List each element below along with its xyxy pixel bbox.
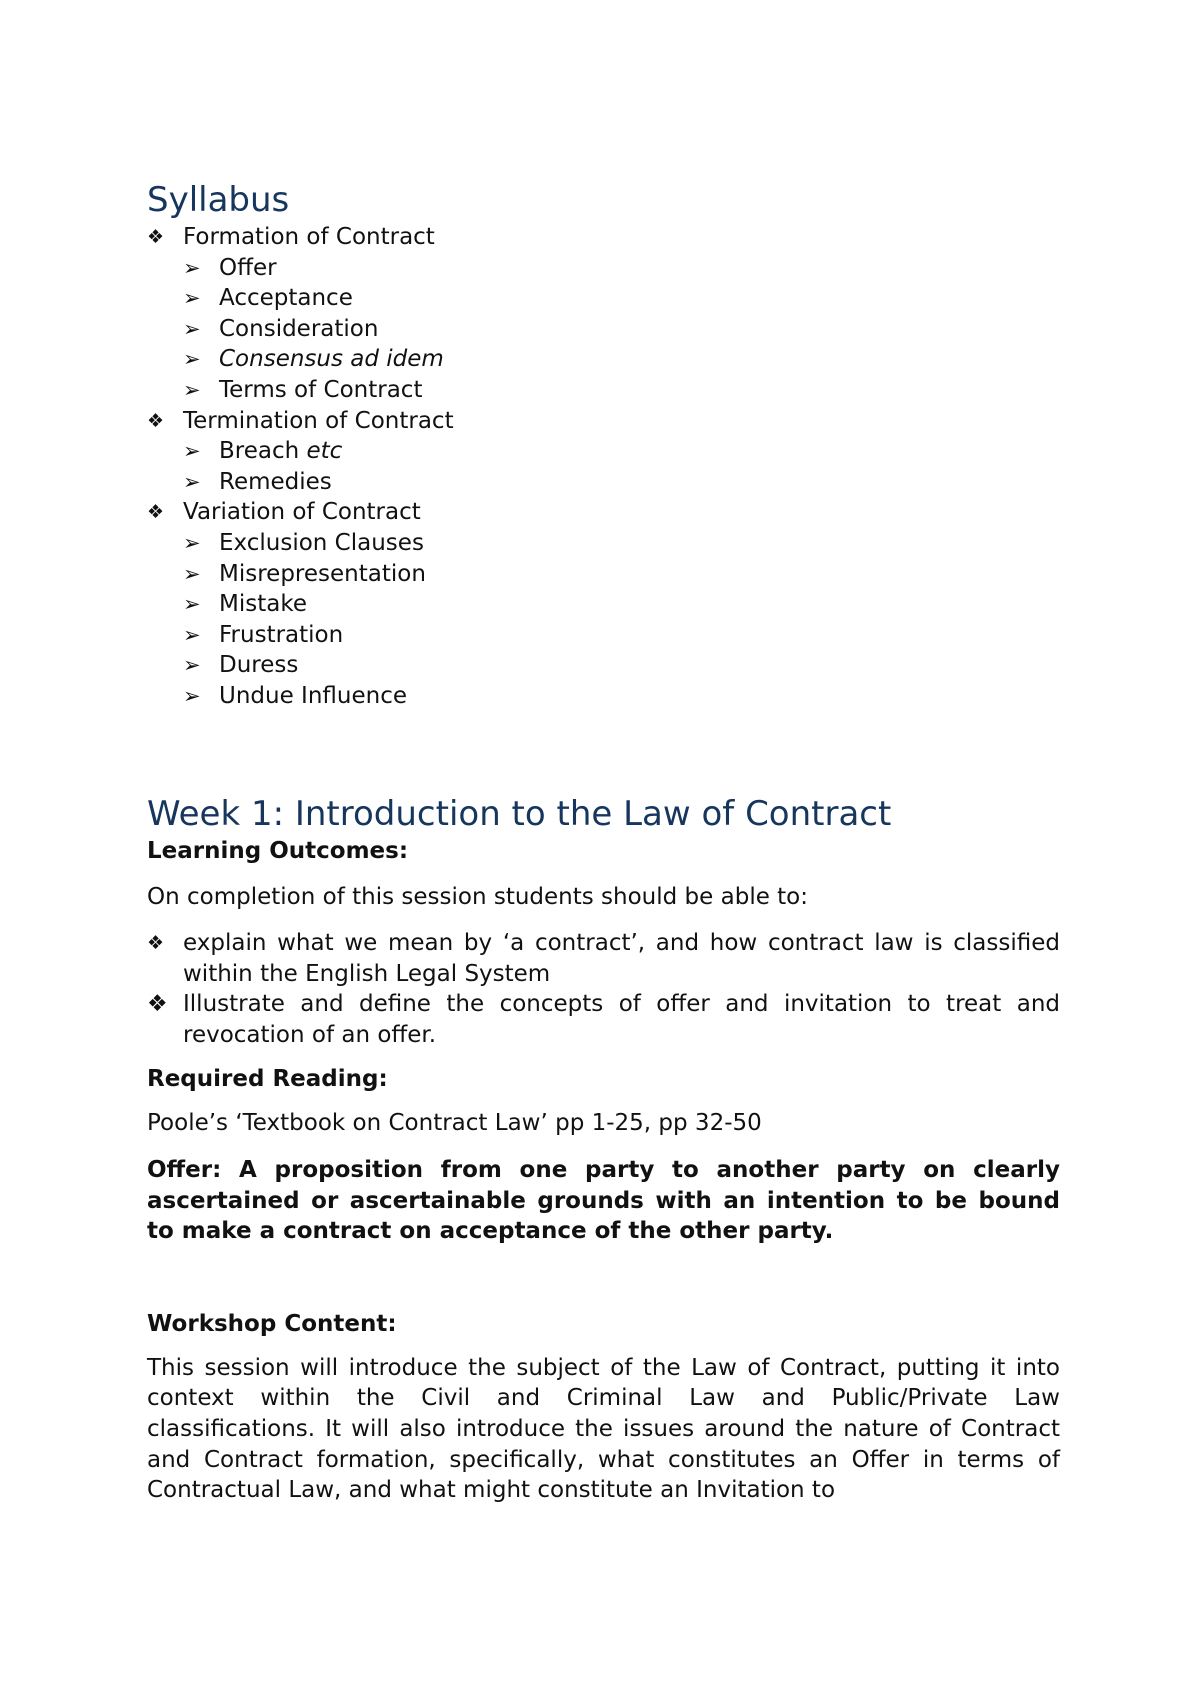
syllabus-item — [147, 436, 1060, 467]
outcome-text: Illustrate and define the concepts of offer and invitation to treat and revocation of an offer. — [183, 991, 1060, 1048]
arrowhead-bullet-icon: ➢ — [183, 561, 201, 586]
section-spacer — [147, 712, 1060, 792]
item-label: Offer — [219, 254, 277, 281]
item-label: Remedies — [219, 468, 332, 495]
item-label: Consensus ad idem — [219, 346, 444, 373]
syllabus-item — [147, 620, 1060, 651]
item-label: Breach — [219, 438, 307, 465]
syllabus-item — [147, 375, 1060, 406]
section-label: Termination of Contract — [183, 407, 454, 434]
syllabus-item — [147, 283, 1060, 314]
item-label: Frustration — [219, 621, 344, 648]
diamond-bullet-icon: ❖ — [147, 501, 165, 524]
arrowhead-bullet-icon: ➢ — [183, 286, 201, 311]
required-reading-text: Poole’s ‘Textbook on Contract Law’ pp 1-25, pp 32-50 — [147, 1110, 762, 1137]
syllabus-item — [147, 253, 1060, 284]
spacer — [147, 1139, 1060, 1155]
syllabus-item — [147, 344, 1060, 375]
syllabus-item — [147, 528, 1060, 559]
arrowhead-bullet-icon: ➢ — [183, 530, 201, 555]
arrowhead-bullet-icon: ➢ — [183, 255, 201, 280]
diamond-bullet-icon: ❖ — [147, 226, 165, 248]
syllabus-item — [147, 650, 1060, 681]
syllabus-item — [147, 559, 1060, 590]
arrowhead-bullet-icon: ➢ — [183, 316, 201, 341]
item-label: Terms of Contract — [219, 376, 423, 403]
outcomes-intro: On completion of this session students should be able to: — [147, 883, 809, 910]
workshop-content-label: Workshop Content: — [147, 1310, 397, 1337]
syllabus-section — [147, 497, 1060, 528]
syllabus-list — [147, 222, 1060, 712]
learning-outcomes-label: Learning Outcomes: — [147, 837, 409, 864]
offer-definition: Offer: A proposition from one party to another party on clearly ascertained or ascertainable grounds with an intention to be bound to make a contract on acceptance of the other party. — [147, 1157, 1060, 1245]
section-label: Formation of Contract — [183, 224, 435, 250]
spacer — [147, 866, 1060, 882]
outcome-item — [147, 928, 1060, 989]
required-reading-label: Required Reading: — [147, 1066, 388, 1093]
diamond-bullet-icon: ❖ — [147, 932, 165, 955]
spacer — [147, 1094, 1060, 1108]
item-label: Acceptance — [219, 285, 353, 312]
item-label: Misrepresentation — [219, 560, 426, 587]
item-label: Duress — [219, 652, 299, 679]
diamond-bullet-icon: ❖ — [147, 409, 165, 432]
arrowhead-bullet-icon: ➢ — [183, 683, 201, 708]
arrowhead-bullet-icon: ➢ — [183, 592, 201, 617]
item-label-italic: etc — [306, 438, 343, 465]
outcomes-list — [147, 928, 1060, 1050]
syllabus-item — [147, 467, 1060, 498]
item-label: Mistake — [219, 591, 307, 618]
syllabus-item — [147, 314, 1060, 345]
syllabus-item — [147, 681, 1060, 712]
spacer — [147, 912, 1060, 928]
arrowhead-bullet-icon: ➢ — [183, 347, 201, 372]
spacer — [147, 1339, 1060, 1353]
outcome-text: explain what we mean by ‘a contract’, and how contract law is classified within the English Legal System — [183, 930, 1060, 987]
section-label: Variation of Contract — [183, 499, 421, 526]
spacer — [147, 1050, 1060, 1064]
arrowhead-bullet-icon: ➢ — [183, 622, 201, 647]
syllabus-heading: Syllabus — [147, 180, 290, 220]
arrowhead-bullet-icon: ➢ — [183, 377, 201, 402]
arrowhead-bullet-icon: ➢ — [183, 469, 201, 494]
arrowhead-bullet-icon: ➢ — [183, 439, 201, 464]
diamond-bullet-icon: ❖ — [147, 991, 168, 1018]
workshop-content-text: This session will introduce the subject of the Law of Contract, putting it into context within the Civil and Criminal Law and Public/Private Law classifications. It will also introduce the issues around the nature of Contract and Contract formation, specifically, what constitutes an Offer in terms of Contractual Law, and what might constitute an Invitation to — [147, 1354, 1060, 1504]
spacer — [147, 1247, 1060, 1309]
item-label: Consideration — [219, 315, 379, 342]
arrowhead-bullet-icon: ➢ — [183, 653, 201, 678]
syllabus-section — [147, 222, 1060, 253]
outcome-item — [147, 989, 1060, 1050]
syllabus-item — [147, 589, 1060, 620]
week1-heading: Week 1: Introduction to the Law of Contract — [147, 793, 892, 834]
item-label: Undue Influence — [219, 682, 407, 709]
item-label: Exclusion Clauses — [219, 529, 424, 556]
syllabus-section — [147, 406, 1060, 437]
document-page — [147, 178, 1060, 1506]
